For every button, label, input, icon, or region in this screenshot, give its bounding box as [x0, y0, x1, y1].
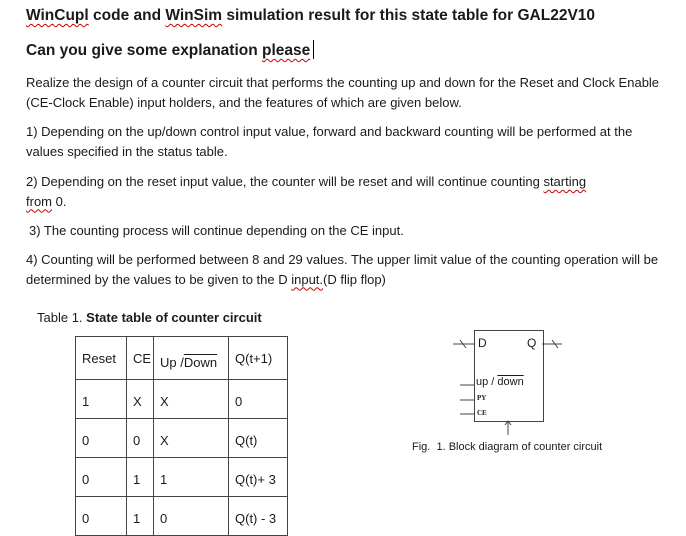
intro-paragraph: Realize the design of a counter circuit that performs the counting up and down for the Reset and Clock Enable (CE-Clock Enable) input holders, and the features of which are given below.: [26, 75, 660, 110]
header-down: Down: [183, 354, 218, 370]
item-4-end: (D flip flop): [323, 271, 386, 287]
cell-ce: 1: [127, 497, 154, 536]
text-cursor: [313, 40, 314, 59]
pin-py-label: PY: [477, 394, 487, 402]
item-4-paragraph: [26, 250, 660, 289]
item-4-text: 4) Counting will be performed between 8 and 29 values. The upper limit value of the counting operation will be determined by the values to be given to the D: [26, 252, 659, 287]
item-2-starting: starting: [543, 174, 587, 189]
title-text-1: code and: [88, 7, 166, 24]
cell-updown: X: [154, 419, 229, 458]
cell-next: Q(t) - 3: [229, 497, 288, 536]
figure-caption-text: 1. Block diagram of counter circuit: [436, 441, 603, 453]
subtitle-please: please: [262, 42, 311, 59]
item-3-paragraph: 3) The counting process will continue depending on the CE input.: [29, 223, 404, 238]
cell-next: Q(t): [229, 419, 288, 458]
item-2-text: 2) Depending on the reset input value, the counter will be reset and will continue counting: [26, 174, 544, 189]
pin-ce-label: CE: [477, 409, 487, 417]
table-row: [76, 497, 288, 536]
cell-reset: 1: [76, 380, 127, 419]
cell-updown: X: [154, 380, 229, 419]
header-up: Up /: [160, 354, 184, 370]
cell-ce: X: [127, 380, 154, 419]
header-ce: CE: [127, 337, 154, 380]
header-next-state: Q(t+1): [229, 337, 288, 380]
cell-ce: 1: [127, 458, 154, 497]
title-text-2: simulation result for this state table for GAL22V10: [222, 7, 596, 24]
page-title: [26, 7, 595, 25]
pin-d-label: D: [478, 336, 487, 350]
cell-reset: 0: [76, 458, 127, 497]
item-1-paragraph: 1) Depending on the up/down control input value, forward and backward counting will be performed at the values specified in the status table.: [26, 124, 633, 159]
cell-updown: 1: [154, 458, 229, 497]
pin-up: up /: [476, 376, 498, 388]
table-row: [76, 419, 288, 458]
pin-q-label: Q: [527, 336, 537, 350]
item-2-from: from: [26, 193, 52, 209]
title-winsim: WinSim: [165, 7, 223, 24]
page-subtitle[interactable]: [26, 40, 314, 60]
table-row: [76, 458, 288, 497]
cell-next: Q(t)+ 3: [229, 458, 288, 497]
table-caption-title: State table of counter circuit: [86, 310, 262, 325]
figure-caption-label: Fig.: [412, 441, 431, 453]
table-caption: [37, 310, 262, 325]
cell-reset: 0: [76, 419, 127, 458]
pin-updown-label: [476, 376, 524, 388]
pin-down: down: [497, 376, 524, 388]
figure-caption: [412, 441, 602, 453]
item-2-paragraph: [26, 172, 660, 211]
table-caption-label: Table 1.: [37, 310, 83, 325]
state-table: [75, 336, 288, 536]
header-reset: Reset: [76, 337, 127, 380]
header-updown: [154, 337, 229, 380]
table-row: [76, 380, 288, 419]
subtitle-text: Can you give some explanation: [26, 42, 263, 59]
cell-updown: 0: [154, 497, 229, 536]
cell-reset: 0: [76, 497, 127, 536]
cell-ce: 0: [127, 419, 154, 458]
item-2-end: 0.: [52, 193, 67, 209]
table-header-row: [76, 337, 288, 380]
cell-next: 0: [229, 380, 288, 419]
item-4-input: input.: [291, 271, 324, 287]
title-wincupl: WinCupl: [26, 7, 89, 24]
